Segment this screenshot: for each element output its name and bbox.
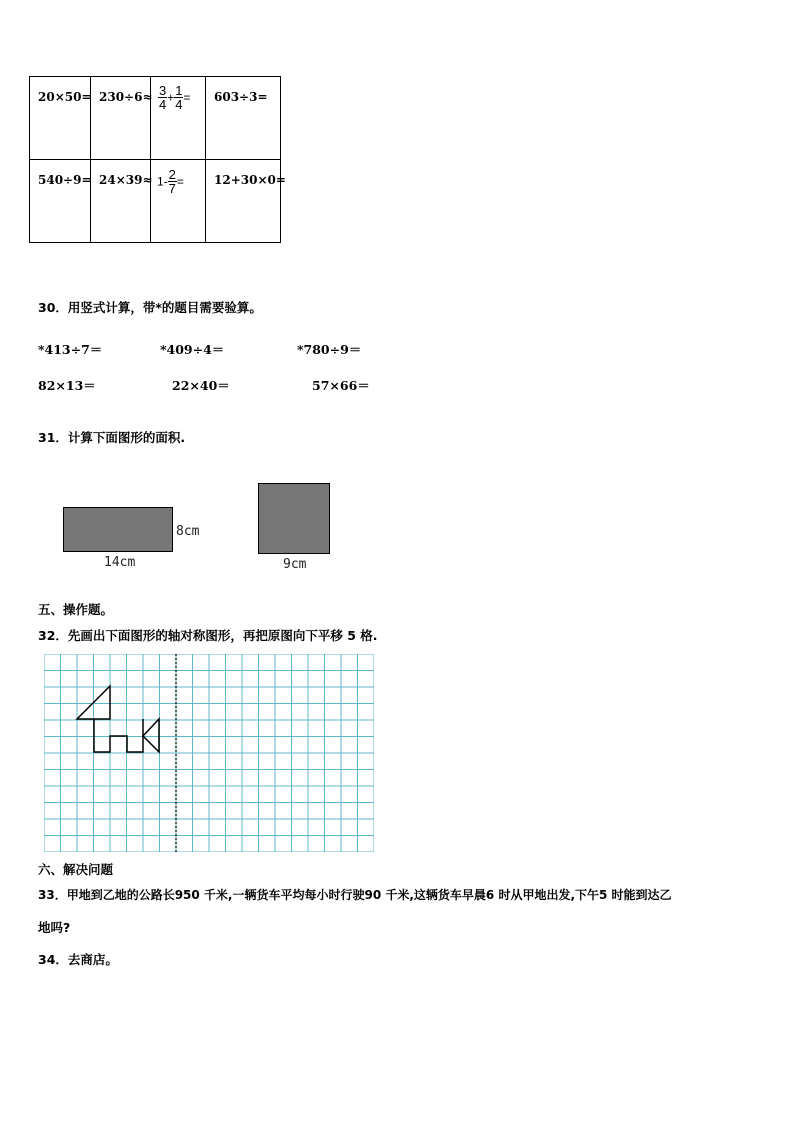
question-33-line-2: 地吗? <box>38 920 71 935</box>
fraction: $\frac{2}{7}$ <box>168 167 176 196</box>
grid-lines <box>44 654 374 852</box>
vertical-calc-item: 82×13＝ <box>38 378 96 393</box>
vertical-calc-item: *780÷9＝ <box>297 342 362 357</box>
table-cell <box>206 160 286 243</box>
question-33-line-1: 33．甲地到乙地的公路长950 千米,一辆货车平均每小时行驶90 千米,这辆货车早晨6 时从甲地出发,下午5 时能到达乙 <box>38 888 672 902</box>
vertical-calc-item: 22×40＝ <box>172 378 230 393</box>
table-cell <box>151 77 206 160</box>
cell-text: 12+30×0= <box>214 173 286 187</box>
fraction: $\frac{1}{4}$ <box>175 83 183 112</box>
question-32-title: 32．先画出下面图形的轴对称图形，再把原图向下平移 5 格. <box>38 628 378 643</box>
square-side-label: 9cm <box>283 557 307 572</box>
table-cell <box>91 77 151 160</box>
oral-calculation-table <box>29 76 286 243</box>
rectangle-shape <box>63 507 173 552</box>
vertical-calc-item: *413÷7＝ <box>38 342 103 357</box>
section-6-heading: 六、解决问题 <box>38 862 114 877</box>
table-cell <box>30 160 91 243</box>
table-cell <box>91 160 151 243</box>
rectangle-width-label: 14cm <box>104 555 136 570</box>
fraction: $\frac{3}{4}$ <box>159 83 167 112</box>
square-shape <box>258 483 330 554</box>
arrow-triangle <box>143 719 159 752</box>
cell-text: 24×39≈ <box>99 173 153 187</box>
house-shape <box>94 719 143 752</box>
vertical-calc-item: *409÷4＝ <box>160 342 225 357</box>
question-30-title: 30．用竖式计算，带*的题目需要验算。 <box>38 300 262 315</box>
section-5-heading: 五、操作题。 <box>38 602 114 617</box>
table-cell <box>151 160 206 243</box>
fraction-expression: $\frac{3}{4}$ + $\frac{1}{4}$ = <box>159 83 191 112</box>
cell-text: 540÷9= <box>38 173 92 187</box>
table-row <box>30 160 281 243</box>
table-cell <box>30 77 91 160</box>
question-34-title: 34．去商店。 <box>38 952 118 967</box>
grid-figure <box>77 686 159 752</box>
cell-text: 603÷3= <box>214 90 268 104</box>
cell-text: 230÷6≈ <box>99 90 153 104</box>
square-grid <box>44 654 374 852</box>
table-cell <box>206 77 281 160</box>
table-row <box>30 77 281 160</box>
question-31-title: 31．计算下面图形的面积. <box>38 430 186 445</box>
vertical-calc-item: 57×66＝ <box>312 378 370 393</box>
rectangle-height-label: 8cm <box>176 524 200 539</box>
cell-text: 20×50= <box>38 90 92 104</box>
fraction-expression: 1- $\frac{2}{7}$ = <box>157 167 184 196</box>
